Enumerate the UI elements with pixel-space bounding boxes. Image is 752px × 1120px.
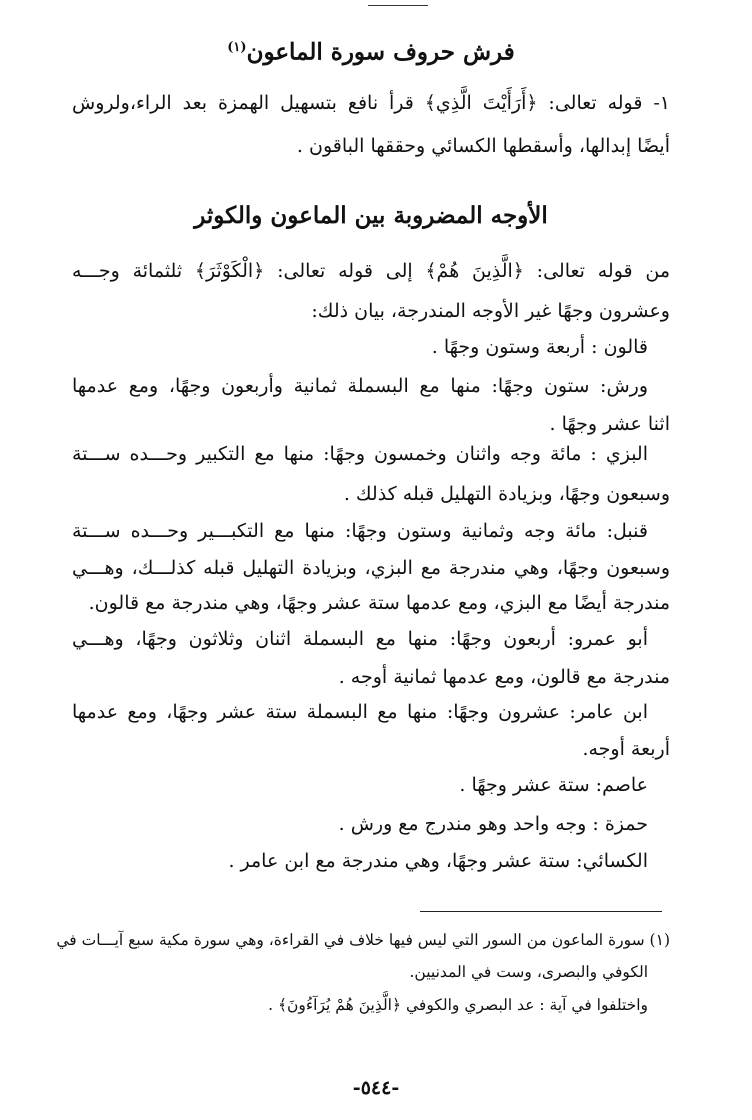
paragraph-1-line-1: ١- قوله تعالى: ﴿أَرَأَيْتَ الَّذِي﴾ قرأ نافع بتسهيل الهمزة بعد الراء،ولروش (72, 92, 670, 114)
surah-title (72, 32, 670, 69)
paragraph-1-line-2: أيضًا إبدالها، وأسقطها الكسائي وحققها الباقون . (296, 135, 670, 157)
asim-line: عاصم: ستة عشر وجهًا . (459, 774, 648, 796)
warsh-line-2: اثنا عشر وجهًا . (549, 413, 670, 435)
footnote-line-1: (١) سورة الماعون من السور التي ليس فيها خلاف في القراءة، وهي سورة مكية سبع آيـــات في (56, 931, 670, 949)
abu-amr-line-2: مندرجة مع قالون، ومع عدمها ثمانية أوجه . (338, 666, 670, 688)
bazzi-line-1: البزي : مائة وجه واثنان وخمسون وجهًا: منها مع التكبير وحـــده ســـتة (72, 443, 648, 465)
ibn-amir-line-2: أربعة أوجه. (582, 738, 670, 760)
surah-title-note: (١) (227, 40, 247, 55)
page-number: -٥٤٤- (352, 1077, 400, 1099)
qunbul-line-2: وسبعون وجهًا، وهي مندرجة مع البزي، وبزيادة التهليل قبله كذلـــك، وهـــي (72, 557, 670, 579)
footnote-line-2: الكوفي والبصرى، وست في المدنيين. (409, 963, 648, 981)
section-title: الأوجه المضروبة بين الماعون والكوثر (194, 202, 548, 229)
footnote-rule (420, 911, 662, 912)
kisai-line: الكسائي: ستة عشر وجهًا، وهي مندرجة مع ابن عامر . (228, 850, 648, 872)
top-rule (368, 5, 428, 6)
hamza-line: حمزة : وجه واحد وهو مندرج مع ورش . (338, 813, 648, 835)
qalun-line: قالون : أربعة وستون وجهًا . (431, 336, 648, 358)
qunbul-line-1: قنبل: مائة وجه وثمانية وستون وجهًا: منها مع التكبـــير وحـــده ســـتة (72, 520, 648, 542)
footnote-line-3: واختلفوا في آية : عد البصري والكوفي ﴿الَّذِينَ هُمْ يُرَآءُونَ﴾ . (268, 996, 648, 1014)
intro-line-2: وعشرون وجهًا غير الأوجه المندرجة، بيان ذلك: (311, 300, 670, 322)
bazzi-line-2: وسبعون وجهًا، وبزيادة التهليل قبله كذلك . (343, 483, 670, 505)
intro-line-1: من قوله تعالى: ﴿الَّذِينَ هُمْ﴾ إلى قوله تعالى: ﴿الْكَوْثَرَ﴾ ثلثمائة وجـــه (72, 260, 670, 282)
surah-title-text: فرش حروف سورة الماعون (246, 38, 515, 66)
ibn-amir-line-1: ابن عامر: عشرون وجهًا: منها مع البسملة ستة عشر وجهًا، ومع عدمها (72, 701, 648, 723)
warsh-line-1: ورش: ستون وجهًا: منها مع البسملة ثمانية وأربعون وجهًا، ومع عدمها (72, 375, 648, 397)
qunbul-line-3: مندرجة أيضًا مع البزي، ومع عدمها ستة عشر وجهًا، وهي مندرجة مع قالون. (88, 592, 670, 614)
abu-amr-line-1: أبو عمرو: أربعون وجهًا: منها مع البسملة اثنان وثلاثون وجهًا، وهـــي (72, 628, 648, 650)
